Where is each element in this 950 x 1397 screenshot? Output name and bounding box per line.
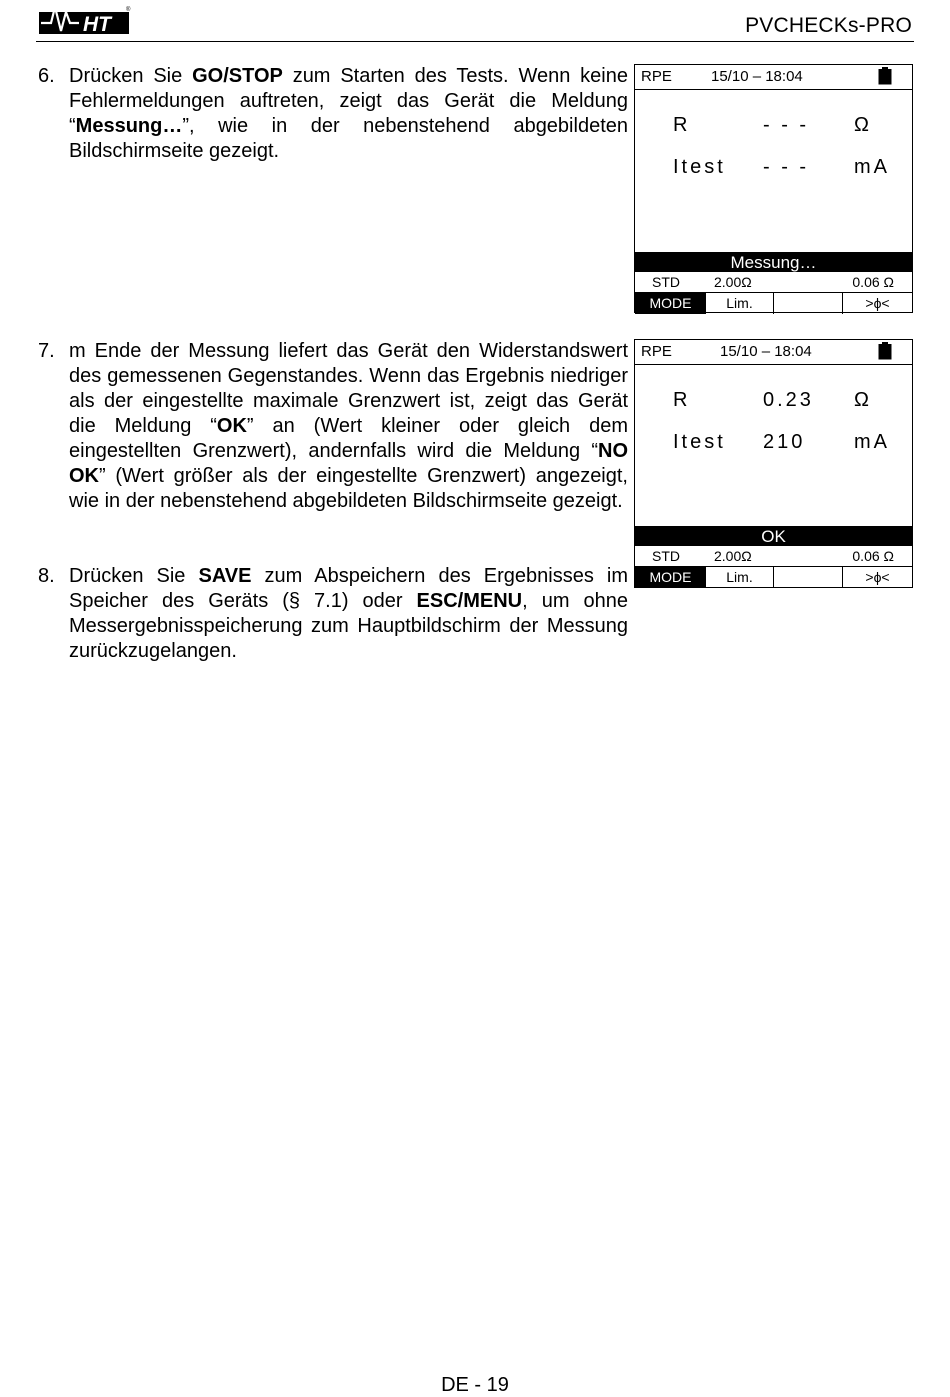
limit-value: 2.00Ω: [714, 274, 752, 290]
standard-label: STD: [652, 548, 680, 564]
device-screen-measuring: [634, 64, 913, 313]
softkey-bar: [635, 566, 912, 589]
text-run: Drücken Sie: [69, 565, 199, 587]
resistance-unit: Ω: [854, 114, 872, 136]
step-number: 7.: [38, 340, 55, 362]
screen-mode: RPE: [641, 343, 672, 360]
step-number: 6.: [38, 65, 55, 87]
screen-datetime: 15/10 – 18:04: [720, 343, 812, 360]
test-current-unit: mA: [854, 156, 890, 178]
softkey-limit[interactable]: Lim.: [706, 293, 774, 314]
softkey-mode[interactable]: MODE: [635, 567, 706, 588]
bold-term: GO/STOP: [192, 65, 283, 87]
ht-logo: [39, 3, 131, 35]
step-number: 8.: [38, 565, 55, 587]
softkey-bar: [635, 292, 912, 315]
test-current-value: - - -: [763, 156, 810, 178]
bold-term: Messung…: [75, 115, 183, 137]
resistance-label: R: [673, 389, 691, 411]
step-text: [69, 339, 628, 514]
step-6: [38, 64, 628, 164]
resistance-label: R: [673, 114, 691, 136]
softkey-limit[interactable]: Lim.: [706, 567, 774, 588]
logo-text: HT: [83, 13, 111, 35]
bold-term: SAVE: [198, 565, 252, 587]
text-run: Drücken Sie: [69, 65, 193, 87]
softkey-empty[interactable]: [774, 293, 843, 314]
battery-full-icon: [878, 342, 892, 360]
text-run: m Ende der Messung liefert das Gerät den Widerstandswert des gemessenen Gegenstandes. Wenn das Ergebnis niedriger als der eingestellte maximale Grenzwert ist, zeigt das Gerät die Meldung “: [69, 340, 628, 437]
resistance-value: - - -: [763, 114, 810, 136]
text-run: zum Abspeichern des Ergebnisses im Speicher des Geräts (§ 7.1) oder: [69, 565, 628, 612]
softkey-zero-offset[interactable]: >ϕ<: [865, 569, 890, 585]
test-current-unit: mA: [854, 431, 890, 453]
limit-info-row: [635, 547, 912, 566]
bold-term: OK: [216, 415, 247, 437]
step-7: [38, 339, 628, 514]
screen-top-bar: [635, 65, 912, 90]
text-run: zum Starten des Tests. Wenn keine Fehlermeldungen auftreten, zeigt das Gerät die Meldung “: [69, 65, 628, 137]
step-8: [38, 564, 628, 664]
limit-value: 2.00Ω: [714, 548, 752, 564]
offset-value: 0.06 Ω: [852, 274, 894, 290]
screen-top-bar: [635, 340, 912, 365]
test-current-label: Itest: [673, 431, 726, 453]
text-run: ” (Wert größer als der eingestellte Grenzwert) angezeigt, wie in der nebenstehend abgebildeten Bildschirmseite gezeigt.: [69, 465, 628, 512]
step-text: [69, 64, 628, 164]
test-current-label: Itest: [673, 156, 726, 178]
text-run: ” an (Wert kleiner oder gleich dem eingestellten Grenzwert), andernfalls wird die Meldung “: [69, 415, 628, 462]
header-divider: [36, 41, 914, 42]
bold-term: ESC/MENU: [416, 590, 523, 612]
resistance-value: 0.23: [763, 389, 814, 411]
page-number: DE - 19: [441, 1374, 509, 1396]
screen-mode: RPE: [641, 68, 672, 85]
limit-info-row: [635, 273, 912, 292]
test-current-value: 210: [763, 431, 806, 453]
screen-datetime: 15/10 – 18:04: [711, 68, 803, 85]
standard-label: STD: [652, 274, 680, 290]
softkey-mode[interactable]: MODE: [635, 293, 706, 314]
softkey-empty[interactable]: [774, 567, 843, 588]
text-run: , um ohne Messergebnisspeicherung zum Hauptbildschirm der Messung zurückzugelangen.: [69, 590, 628, 662]
device-screen-result: [634, 339, 913, 588]
resistance-unit: Ω: [854, 389, 872, 411]
softkey-zero-offset[interactable]: >ϕ<: [865, 295, 890, 311]
bold-term: NO OK: [69, 440, 628, 487]
status-message: OK: [635, 526, 912, 546]
svg-text:®: ®: [126, 7, 131, 13]
text-run: ”, wie in der nebenstehend abgebildeten Bildschirmseite gezeigt.: [69, 115, 628, 162]
battery-full-icon: [878, 67, 892, 85]
offset-value: 0.06 Ω: [852, 548, 894, 564]
step-text: [69, 564, 628, 664]
document-title: PVCHECKs-PRO: [745, 14, 912, 37]
status-message: Messung…: [635, 252, 912, 272]
